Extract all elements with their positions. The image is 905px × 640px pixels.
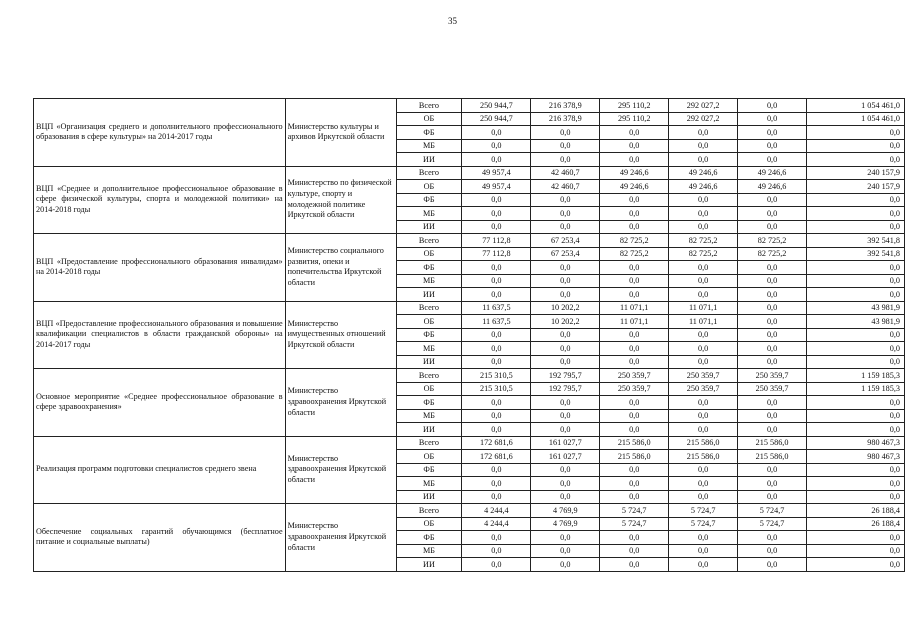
year-value-cell: 0,0 (531, 396, 600, 410)
year-value-cell: 0,0 (669, 355, 738, 369)
year-value-cell: 0,0 (531, 220, 600, 234)
year-value-cell: 11 071,1 (669, 301, 738, 315)
funding-source-cell: ФБ (396, 193, 462, 207)
year-value-cell: 0,0 (669, 261, 738, 275)
table-row (34, 234, 905, 248)
year-value-cell: 0,0 (600, 288, 669, 302)
year-value-cell: 192 795,7 (531, 382, 600, 396)
total-value-cell: 0,0 (807, 274, 905, 288)
funding-source-cell: МБ (396, 139, 462, 153)
year-value-cell: 250 359,7 (669, 382, 738, 396)
year-value-cell: 0,0 (738, 396, 807, 410)
year-value-cell: 292 027,2 (669, 112, 738, 126)
year-value-cell: 0,0 (738, 342, 807, 356)
year-value-cell: 0,0 (600, 220, 669, 234)
year-value-cell: 0,0 (738, 328, 807, 342)
year-value-cell: 0,0 (738, 193, 807, 207)
year-value-cell: 49 957,4 (462, 180, 531, 194)
year-value-cell: 82 725,2 (600, 247, 669, 261)
funding-source-cell: МБ (396, 409, 462, 423)
year-value-cell: 0,0 (600, 423, 669, 437)
year-value-cell: 49 246,6 (600, 166, 669, 180)
funding-source-cell: ФБ (396, 396, 462, 410)
total-value-cell: 240 157,9 (807, 180, 905, 194)
total-value-cell: 0,0 (807, 261, 905, 275)
year-value-cell: 0,0 (669, 558, 738, 572)
year-value-cell: 192 795,7 (531, 369, 600, 383)
funding-source-cell: МБ (396, 342, 462, 356)
funding-source-cell: МБ (396, 477, 462, 491)
year-value-cell: 0,0 (531, 207, 600, 221)
year-value-cell: 0,0 (669, 531, 738, 545)
year-value-cell: 0,0 (462, 544, 531, 558)
funding-source-cell: Всего (396, 166, 462, 180)
year-value-cell: 0,0 (462, 139, 531, 153)
funding-source-cell: Всего (396, 301, 462, 315)
year-value-cell: 250 944,7 (462, 99, 531, 113)
program-name-cell: ВЦП «Предоставление профессионального образования инвалидам» на 2014-2018 годы (34, 234, 286, 302)
year-value-cell: 161 027,7 (531, 450, 600, 464)
total-value-cell: 26 188,4 (807, 504, 905, 518)
year-value-cell: 0,0 (462, 409, 531, 423)
total-value-cell: 980 467,3 (807, 436, 905, 450)
ministry-cell: Министерство по физической культуре, спорту и молодежной политике Иркутской области (285, 166, 396, 234)
year-value-cell: 4 769,9 (531, 504, 600, 518)
total-value-cell: 0,0 (807, 355, 905, 369)
year-value-cell: 0,0 (462, 261, 531, 275)
year-value-cell: 0,0 (600, 409, 669, 423)
year-value-cell: 4 244,4 (462, 504, 531, 518)
year-value-cell: 0,0 (462, 463, 531, 477)
year-value-cell: 0,0 (600, 477, 669, 491)
year-value-cell: 0,0 (462, 207, 531, 221)
year-value-cell: 82 725,2 (738, 247, 807, 261)
year-value-cell: 0,0 (462, 423, 531, 437)
year-value-cell: 0,0 (669, 423, 738, 437)
year-value-cell: 49 246,6 (738, 166, 807, 180)
program-name-cell: ВЦП «Среднее и дополнительное профессиональное образование в сфере физической культуры, спорта и молодежной политики» на 2014-2018 годы (34, 166, 286, 234)
table-row (34, 504, 905, 518)
ministry-cell: Министерство социального развития, опеки и попечительства Иркутской области (285, 234, 396, 302)
total-value-cell: 0,0 (807, 193, 905, 207)
total-value-cell: 1 159 185,3 (807, 382, 905, 396)
year-value-cell: 0,0 (462, 531, 531, 545)
funding-source-cell: ИИ (396, 355, 462, 369)
year-value-cell: 0,0 (600, 463, 669, 477)
year-value-cell: 292 027,2 (669, 99, 738, 113)
year-value-cell: 295 110,2 (600, 112, 669, 126)
year-value-cell: 0,0 (462, 342, 531, 356)
year-value-cell: 215 586,0 (669, 450, 738, 464)
year-value-cell: 250 359,7 (600, 382, 669, 396)
year-value-cell: 11 637,5 (462, 315, 531, 329)
funding-source-cell: ОБ (396, 180, 462, 194)
year-value-cell: 4 244,4 (462, 517, 531, 531)
funding-source-cell: ИИ (396, 558, 462, 572)
program-name-cell: ВЦП «Предоставление профессионального образования и повышение квалификации специалистов в области гражданской обороны» на 2014-2017 годы (34, 301, 286, 369)
table-row (34, 436, 905, 450)
funding-source-cell: ИИ (396, 153, 462, 167)
year-value-cell: 0,0 (669, 274, 738, 288)
total-value-cell: 0,0 (807, 409, 905, 423)
year-value-cell: 0,0 (738, 463, 807, 477)
year-value-cell: 0,0 (738, 315, 807, 329)
year-value-cell: 0,0 (669, 490, 738, 504)
year-value-cell: 0,0 (600, 207, 669, 221)
funding-source-cell: ИИ (396, 490, 462, 504)
total-value-cell: 0,0 (807, 153, 905, 167)
year-value-cell: 215 310,5 (462, 382, 531, 396)
year-value-cell: 0,0 (531, 126, 600, 140)
year-value-cell: 0,0 (531, 490, 600, 504)
year-value-cell: 0,0 (462, 126, 531, 140)
total-value-cell: 0,0 (807, 490, 905, 504)
year-value-cell: 0,0 (669, 409, 738, 423)
funding-source-cell: Всего (396, 504, 462, 518)
program-name-cell: Реализация программ подготовки специалистов среднего звена (34, 436, 286, 504)
funding-source-cell: ФБ (396, 463, 462, 477)
year-value-cell: 82 725,2 (738, 234, 807, 248)
year-value-cell: 0,0 (738, 288, 807, 302)
year-value-cell: 250 359,7 (738, 369, 807, 383)
year-value-cell: 82 725,2 (669, 234, 738, 248)
year-value-cell: 0,0 (531, 409, 600, 423)
year-value-cell: 0,0 (669, 328, 738, 342)
total-value-cell: 0,0 (807, 328, 905, 342)
year-value-cell: 0,0 (669, 126, 738, 140)
year-value-cell: 0,0 (738, 126, 807, 140)
program-name-cell: ВЦП «Организация среднего и дополнительного профессионального образования в сфере культуры» на 2014-2017 годы (34, 99, 286, 167)
year-value-cell: 0,0 (600, 139, 669, 153)
funding-source-cell: ИИ (396, 423, 462, 437)
year-value-cell: 0,0 (531, 261, 600, 275)
year-value-cell: 0,0 (600, 193, 669, 207)
funding-source-cell: Всего (396, 234, 462, 248)
program-name-cell: Основное мероприятие «Среднее профессиональное образование в сфере здравоохранения» (34, 369, 286, 437)
funding-source-cell: ОБ (396, 517, 462, 531)
year-value-cell: 0,0 (738, 490, 807, 504)
year-value-cell: 0,0 (531, 274, 600, 288)
year-value-cell: 49 246,6 (738, 180, 807, 194)
year-value-cell: 215 586,0 (669, 436, 738, 450)
year-value-cell: 5 724,7 (600, 504, 669, 518)
funding-source-cell: МБ (396, 274, 462, 288)
year-value-cell: 0,0 (738, 477, 807, 491)
year-value-cell: 0,0 (738, 207, 807, 221)
funding-source-cell: ФБ (396, 261, 462, 275)
year-value-cell: 215 586,0 (600, 450, 669, 464)
total-value-cell: 0,0 (807, 288, 905, 302)
year-value-cell: 10 202,2 (531, 315, 600, 329)
total-value-cell: 1 159 185,3 (807, 369, 905, 383)
total-value-cell: 43 981,9 (807, 315, 905, 329)
year-value-cell: 49 246,6 (669, 180, 738, 194)
year-value-cell: 0,0 (600, 558, 669, 572)
funding-source-cell: МБ (396, 544, 462, 558)
funding-source-cell: ФБ (396, 126, 462, 140)
ministry-cell: Министерство здравоохранения Иркутской области (285, 436, 396, 504)
funding-source-cell: ИИ (396, 288, 462, 302)
total-value-cell: 392 541,8 (807, 247, 905, 261)
year-value-cell: 67 253,4 (531, 247, 600, 261)
funding-source-cell: ИИ (396, 220, 462, 234)
ministry-cell: Министерство здравоохранения Иркутской области (285, 369, 396, 437)
funding-table (33, 98, 905, 572)
year-value-cell: 0,0 (462, 396, 531, 410)
year-value-cell: 0,0 (669, 207, 738, 221)
year-value-cell: 215 586,0 (738, 436, 807, 450)
year-value-cell: 0,0 (462, 274, 531, 288)
year-value-cell: 0,0 (738, 261, 807, 275)
funding-source-cell: ОБ (396, 450, 462, 464)
year-value-cell: 49 246,6 (669, 166, 738, 180)
year-value-cell: 0,0 (531, 193, 600, 207)
year-value-cell: 42 460,7 (531, 166, 600, 180)
year-value-cell: 0,0 (600, 328, 669, 342)
year-value-cell: 82 725,2 (669, 247, 738, 261)
year-value-cell: 5 724,7 (738, 517, 807, 531)
total-value-cell: 392 541,8 (807, 234, 905, 248)
year-value-cell: 0,0 (462, 288, 531, 302)
year-value-cell: 42 460,7 (531, 180, 600, 194)
year-value-cell: 0,0 (462, 153, 531, 167)
year-value-cell: 215 310,5 (462, 369, 531, 383)
year-value-cell: 0,0 (738, 558, 807, 572)
year-value-cell: 67 253,4 (531, 234, 600, 248)
year-value-cell: 0,0 (600, 153, 669, 167)
total-value-cell: 0,0 (807, 207, 905, 221)
year-value-cell: 0,0 (669, 342, 738, 356)
year-value-cell: 0,0 (600, 396, 669, 410)
year-value-cell: 0,0 (738, 139, 807, 153)
year-value-cell: 215 586,0 (738, 450, 807, 464)
year-value-cell: 0,0 (531, 139, 600, 153)
year-value-cell: 5 724,7 (669, 517, 738, 531)
total-value-cell: 240 157,9 (807, 166, 905, 180)
funding-source-cell: ФБ (396, 328, 462, 342)
year-value-cell: 0,0 (669, 544, 738, 558)
total-value-cell: 0,0 (807, 531, 905, 545)
year-value-cell: 0,0 (738, 153, 807, 167)
year-value-cell: 0,0 (600, 342, 669, 356)
year-value-cell: 49 957,4 (462, 166, 531, 180)
year-value-cell: 0,0 (738, 355, 807, 369)
year-value-cell: 0,0 (738, 531, 807, 545)
table-row (34, 301, 905, 315)
ministry-cell: Министерство культуры и архивов Иркутской области (285, 99, 396, 167)
year-value-cell: 4 769,9 (531, 517, 600, 531)
ministry-cell: Министерство здравоохранения Иркутской области (285, 504, 396, 572)
year-value-cell: 0,0 (462, 220, 531, 234)
total-value-cell: 0,0 (807, 342, 905, 356)
year-value-cell: 0,0 (669, 288, 738, 302)
year-value-cell: 250 359,7 (738, 382, 807, 396)
year-value-cell: 0,0 (600, 261, 669, 275)
year-value-cell: 0,0 (669, 396, 738, 410)
funding-source-cell: ОБ (396, 247, 462, 261)
year-value-cell: 250 359,7 (669, 369, 738, 383)
funding-source-cell: Всего (396, 436, 462, 450)
total-value-cell: 980 467,3 (807, 450, 905, 464)
year-value-cell: 0,0 (462, 477, 531, 491)
funding-source-cell: Всего (396, 369, 462, 383)
year-value-cell: 0,0 (600, 544, 669, 558)
year-value-cell: 0,0 (738, 409, 807, 423)
year-value-cell: 0,0 (462, 558, 531, 572)
year-value-cell: 77 112,8 (462, 247, 531, 261)
year-value-cell: 250 359,7 (600, 369, 669, 383)
year-value-cell: 0,0 (531, 544, 600, 558)
table-row (34, 369, 905, 383)
year-value-cell: 0,0 (462, 490, 531, 504)
year-value-cell: 0,0 (462, 193, 531, 207)
year-value-cell: 11 071,1 (669, 315, 738, 329)
funding-source-cell: ОБ (396, 112, 462, 126)
table-row (34, 99, 905, 113)
year-value-cell: 0,0 (531, 423, 600, 437)
year-value-cell: 0,0 (738, 544, 807, 558)
year-value-cell: 82 725,2 (600, 234, 669, 248)
table-row (34, 166, 905, 180)
funding-source-cell: Всего (396, 99, 462, 113)
year-value-cell: 0,0 (669, 153, 738, 167)
year-value-cell: 0,0 (738, 274, 807, 288)
ministry-cell: Министерство имущественных отношений Иркутской области (285, 301, 396, 369)
funding-source-cell: ОБ (396, 382, 462, 396)
year-value-cell: 49 246,6 (600, 180, 669, 194)
year-value-cell: 0,0 (738, 99, 807, 113)
year-value-cell: 0,0 (738, 220, 807, 234)
year-value-cell: 0,0 (531, 463, 600, 477)
year-value-cell: 295 110,2 (600, 99, 669, 113)
total-value-cell: 0,0 (807, 423, 905, 437)
year-value-cell: 77 112,8 (462, 234, 531, 248)
year-value-cell: 0,0 (531, 328, 600, 342)
page-number: 35 (448, 16, 457, 26)
total-value-cell: 0,0 (807, 220, 905, 234)
total-value-cell: 0,0 (807, 544, 905, 558)
year-value-cell: 0,0 (531, 288, 600, 302)
year-value-cell: 5 724,7 (600, 517, 669, 531)
total-value-cell: 0,0 (807, 477, 905, 491)
year-value-cell: 0,0 (600, 126, 669, 140)
total-value-cell: 1 054 461,0 (807, 112, 905, 126)
year-value-cell: 0,0 (738, 301, 807, 315)
year-value-cell: 11 071,1 (600, 301, 669, 315)
year-value-cell: 0,0 (669, 193, 738, 207)
year-value-cell: 0,0 (600, 355, 669, 369)
total-value-cell: 0,0 (807, 558, 905, 572)
year-value-cell: 172 681,6 (462, 436, 531, 450)
year-value-cell: 0,0 (531, 342, 600, 356)
year-value-cell: 0,0 (669, 220, 738, 234)
funding-source-cell: ФБ (396, 531, 462, 545)
year-value-cell: 0,0 (531, 558, 600, 572)
year-value-cell: 5 724,7 (738, 504, 807, 518)
year-value-cell: 11 637,5 (462, 301, 531, 315)
year-value-cell: 0,0 (531, 153, 600, 167)
total-value-cell: 26 188,4 (807, 517, 905, 531)
year-value-cell: 0,0 (669, 463, 738, 477)
year-value-cell: 250 944,7 (462, 112, 531, 126)
total-value-cell: 0,0 (807, 139, 905, 153)
year-value-cell: 5 724,7 (669, 504, 738, 518)
total-value-cell: 43 981,9 (807, 301, 905, 315)
year-value-cell: 0,0 (669, 477, 738, 491)
year-value-cell: 0,0 (600, 490, 669, 504)
year-value-cell: 161 027,7 (531, 436, 600, 450)
year-value-cell: 0,0 (531, 477, 600, 491)
year-value-cell: 0,0 (531, 355, 600, 369)
year-value-cell: 0,0 (600, 531, 669, 545)
year-value-cell: 11 071,1 (600, 315, 669, 329)
year-value-cell: 0,0 (738, 423, 807, 437)
total-value-cell: 0,0 (807, 396, 905, 410)
program-name-cell: Обеспечение социальных гарантий обучающимся (бесплатное питание и социальные выплаты) (34, 504, 286, 572)
year-value-cell: 0,0 (669, 139, 738, 153)
year-value-cell: 0,0 (600, 274, 669, 288)
funding-source-cell: ОБ (396, 315, 462, 329)
year-value-cell: 0,0 (462, 328, 531, 342)
year-value-cell: 10 202,2 (531, 301, 600, 315)
total-value-cell: 0,0 (807, 126, 905, 140)
total-value-cell: 1 054 461,0 (807, 99, 905, 113)
total-value-cell: 0,0 (807, 463, 905, 477)
year-value-cell: 215 586,0 (600, 436, 669, 450)
year-value-cell: 0,0 (531, 531, 600, 545)
funding-source-cell: МБ (396, 207, 462, 221)
year-value-cell: 172 681,6 (462, 450, 531, 464)
year-value-cell: 216 378,9 (531, 112, 600, 126)
year-value-cell: 216 378,9 (531, 99, 600, 113)
year-value-cell: 0,0 (462, 355, 531, 369)
year-value-cell: 0,0 (738, 112, 807, 126)
